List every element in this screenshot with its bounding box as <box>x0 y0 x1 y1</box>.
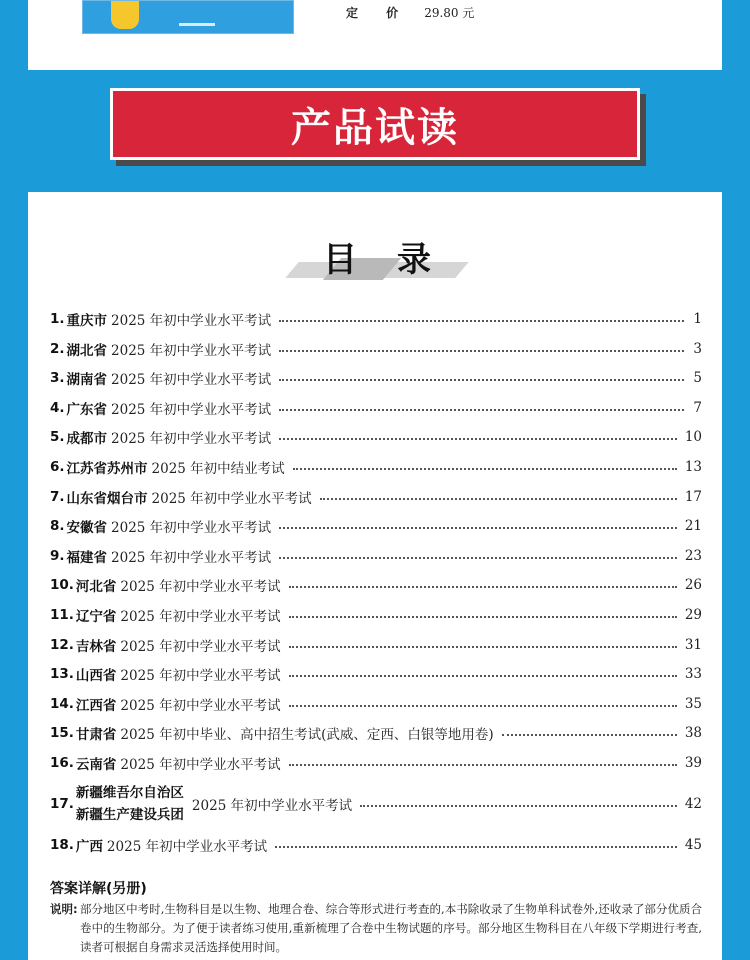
toc-item-region: 广西 <box>75 839 103 855</box>
toc-item-page: 23 <box>684 547 702 564</box>
toc-item-page: 39 <box>684 755 702 771</box>
toc-item-page: 17 <box>684 488 702 505</box>
toc-item-title: 2025 年初中学业水平考试 <box>120 609 281 625</box>
toc-item-number: 3. <box>50 370 65 387</box>
cover-publisher-mark <box>179 23 215 26</box>
toc-item-region: 广东省 <box>66 401 108 418</box>
toc-leader-dots <box>360 805 677 807</box>
toc-item[interactable] <box>50 426 702 448</box>
toc-item-title: 2025 年初中学业水平考试 <box>120 638 281 655</box>
toc-item-region: 安徽省 <box>66 520 108 537</box>
toc-leader-dots <box>279 320 684 322</box>
toc-item-number: 8. <box>50 518 65 535</box>
toc-item[interactable] <box>50 574 702 596</box>
toc-item-number: 4. <box>50 399 65 416</box>
toc-item-region: 甘肃省 <box>75 727 117 744</box>
toc-leader-dots <box>293 468 677 470</box>
toc-item-title: 2025 年初中学业水平考试 <box>111 520 272 537</box>
toc-leader-dots <box>279 557 677 559</box>
toc-leader-dots <box>279 527 677 529</box>
toc-leader-dots <box>279 409 684 411</box>
toc-leader-dots <box>275 846 677 848</box>
toc-item-page: 31 <box>684 636 702 653</box>
toc-item-title: 2025 年初中学业水平考试 <box>151 490 312 507</box>
toc-item[interactable] <box>50 663 702 685</box>
toc-item-number: 14. <box>50 695 74 712</box>
toc-item-page: 21 <box>684 518 702 535</box>
toc-item[interactable] <box>50 456 702 478</box>
toc-item-number: 11. <box>50 607 74 623</box>
toc-item-title: 2025 年初中学业水平考试 <box>120 668 281 685</box>
toc-leader-dots <box>289 705 677 707</box>
toc-item[interactable] <box>50 752 702 774</box>
toc-item-title: 2025 年初中学业水平考试 <box>111 313 272 329</box>
toc-item[interactable] <box>50 367 702 389</box>
toc-item[interactable] <box>50 782 702 826</box>
toc-item-number: 18. <box>50 837 74 853</box>
toc-item-page: 1 <box>693 311 702 327</box>
toc-item-region: 吉林省 <box>75 638 117 655</box>
toc-item-page: 42 <box>684 796 702 812</box>
toc-item-number: 7. <box>50 488 65 505</box>
toc-item-title: 2025 年初中学业水平考试 <box>111 431 272 448</box>
toc-item-page: 5 <box>693 370 702 387</box>
toc-item-page: 26 <box>684 577 702 594</box>
note-text: 部分地区中考时,生物科目是以生物、地理合卷、综合等形式进行考查的,本书除收录了生物单科试卷外,还收录了部分优质合卷中的生物部分。为了便于读者练习使用,重新梳理了合卷中生物试题的序号。部分地区生物科目在八年级下学期进行考查,读者可根据自身需求灵活选择使用时间。 <box>80 902 702 954</box>
toc-item[interactable] <box>50 834 702 856</box>
toc-item-region: 河北省 <box>75 579 117 596</box>
toc-leader-dots <box>289 675 677 677</box>
toc-leader-dots <box>289 764 677 766</box>
toc-item-region: 重庆市 <box>66 313 108 329</box>
toc-item-page: 45 <box>684 837 702 853</box>
price-label: 定 价 <box>346 6 411 20</box>
toc-item-page: 35 <box>684 695 702 712</box>
toc-item-number: 10. <box>50 577 74 594</box>
toc-item-number: 9. <box>50 547 65 564</box>
toc-item-region: 湖北省 <box>66 342 108 359</box>
toc-item[interactable] <box>50 486 702 508</box>
cover-yellow-shape <box>111 0 139 29</box>
toc-item-title: 2025 年初中学业水平考试 <box>111 372 272 389</box>
toc-item[interactable] <box>50 308 702 330</box>
toc-item-title: 2025 年初中学业水平考试 <box>191 798 353 814</box>
toc-item-number: 17. <box>50 796 74 812</box>
toc-item-region: 新疆生产建设兵团 <box>75 807 184 823</box>
toc-item[interactable] <box>50 604 702 626</box>
toc-item-title: 2025 年初中学业水平考试 <box>120 579 281 596</box>
toc-item-number: 16. <box>50 755 74 771</box>
toc-leader-dots <box>320 498 677 500</box>
toc-item-title: 2025 年初中学业水平考试 <box>111 342 272 359</box>
toc-item-title: 2025 年初中学业水平考试 <box>111 549 272 566</box>
answers-heading: 答案详解(另册) <box>50 881 147 897</box>
price-row <box>346 4 474 21</box>
toc-item[interactable] <box>50 693 702 715</box>
toc-item-region: 辽宁省 <box>75 609 117 625</box>
toc-leader-dots <box>502 734 677 736</box>
toc-item-region: 新疆维吾尔自治区 <box>75 785 184 801</box>
toc-item-region: 成都市 <box>66 431 108 448</box>
toc-item-region: 江西省 <box>75 697 117 714</box>
toc-leader-dots <box>279 350 684 352</box>
toc-item-number: 6. <box>50 459 65 475</box>
toc-item-region: 湖南省 <box>66 372 108 389</box>
toc-item[interactable] <box>50 338 702 360</box>
toc-item-region-group <box>76 782 184 826</box>
toc-item-page: 7 <box>693 399 702 416</box>
product-preview-banner <box>110 88 640 160</box>
banner-title: 产品试读 <box>291 104 459 151</box>
toc-heading <box>282 232 472 284</box>
toc-item-title: 2025 年初中学业水平考试 <box>106 839 268 855</box>
toc-item-page: 29 <box>684 607 702 623</box>
toc-item[interactable] <box>50 722 702 744</box>
toc-title: 目录 <box>323 240 471 280</box>
toc-leader-dots <box>289 616 677 618</box>
toc-item-page: 33 <box>684 666 702 683</box>
price-value: 29.80 元 <box>424 6 475 20</box>
note-label: 说明: <box>50 902 78 916</box>
toc-item-page: 3 <box>693 340 702 357</box>
toc-item-page: 10 <box>684 429 702 446</box>
toc-leader-dots <box>279 379 684 381</box>
toc-item-region: 福建省 <box>66 549 108 566</box>
toc-item-title: 2025 年初中毕业、高中招生考试(武威、定西、白银等地用卷) <box>120 727 494 744</box>
toc-item[interactable] <box>50 397 702 419</box>
toc-item[interactable] <box>50 634 702 656</box>
toc-item-number: 12. <box>50 636 74 653</box>
toc-item-title: 2025 年初中学业水平考试 <box>120 757 281 773</box>
toc-item-page: 38 <box>684 725 702 742</box>
toc-item[interactable] <box>50 515 702 537</box>
explanation-note <box>50 900 702 957</box>
toc-item-title: 2025 年初中学业水平考试 <box>120 697 281 714</box>
toc-item[interactable] <box>50 545 702 567</box>
toc-item-title: 2025 年初中学业水平考试 <box>111 401 272 418</box>
toc-item-region: 山东省烟台市 <box>66 490 148 507</box>
toc-item-number: 5. <box>50 429 65 446</box>
book-cover-thumbnail <box>82 0 294 34</box>
toc-leader-dots <box>289 646 677 648</box>
toc-leader-dots <box>289 586 677 588</box>
toc-item-region: 江苏省苏州市 <box>66 461 148 477</box>
toc-leader-dots <box>279 438 677 440</box>
toc-item-number: 13. <box>50 666 74 683</box>
toc-item-region: 云南省 <box>75 757 117 773</box>
toc-item-title: 2025 年初中结业考试 <box>151 461 285 477</box>
toc-item-page: 13 <box>684 459 702 475</box>
toc-item-region: 山西省 <box>75 668 117 685</box>
toc-item-number: 15. <box>50 725 74 742</box>
toc-item-number: 2. <box>50 340 65 357</box>
toc-item-number: 1. <box>50 311 65 327</box>
